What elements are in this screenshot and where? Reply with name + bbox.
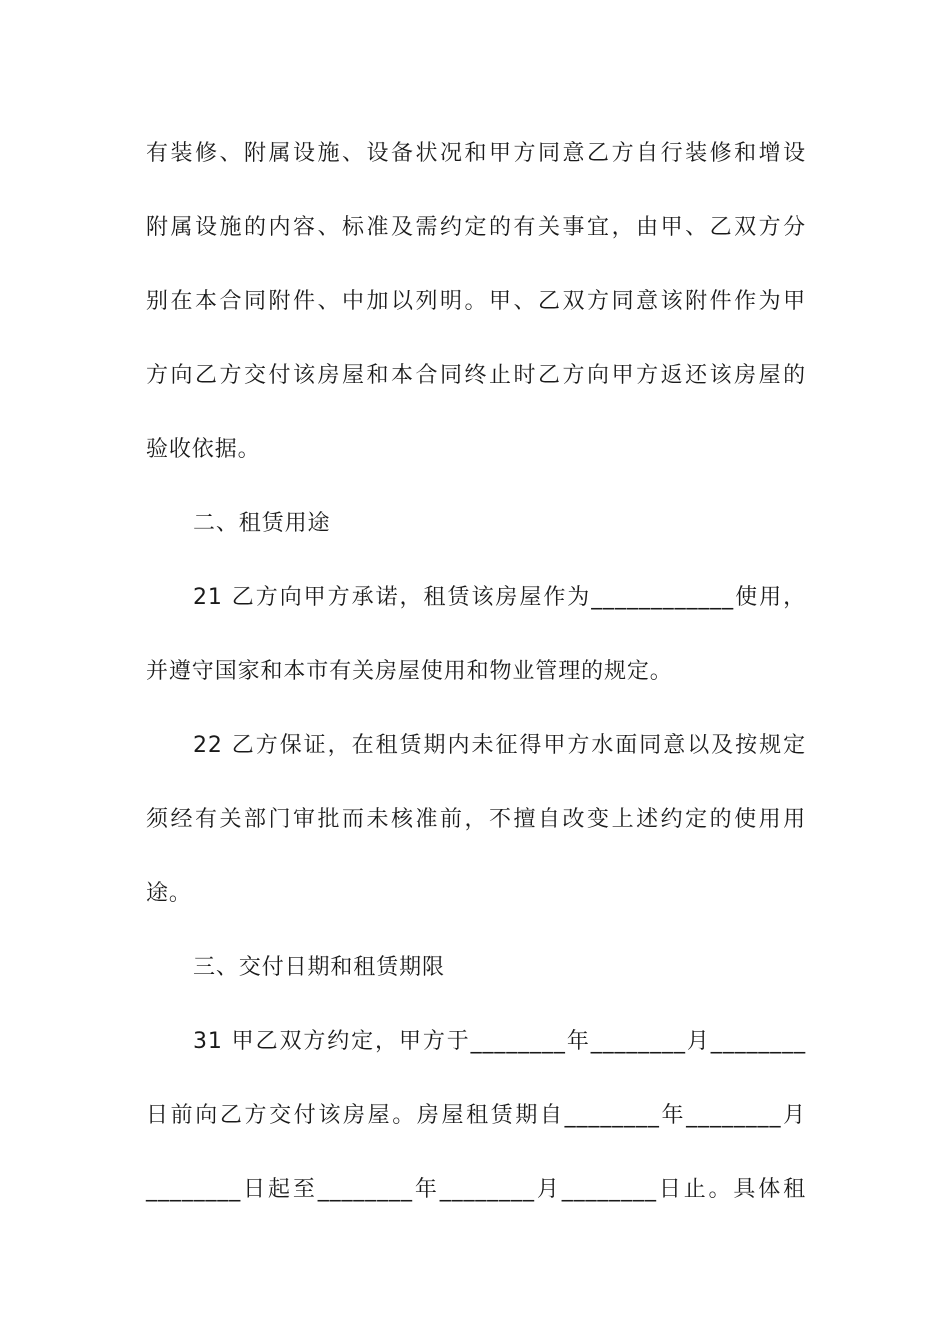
- section-heading: 二、租赁用途: [193, 511, 331, 536]
- paragraph-line: 别在本合同附件、中加以列明。甲、乙双方同意该附件作为甲: [146, 289, 806, 314]
- paragraph-line: 31 甲乙双方约定，甲方于________年________月________: [193, 1029, 806, 1054]
- paragraph-line: 须经有关部门审批而未核准前，不擅自改变上述约定的使用用: [146, 807, 806, 832]
- section-heading: 三、交付日期和租赁期限: [193, 955, 445, 980]
- paragraph-line: 有装修、附属设施、设备状况和甲方同意乙方自行装修和增设: [146, 141, 806, 166]
- paragraph-line: ________日起至________年________月________日止。具体租: [146, 1177, 806, 1202]
- paragraph-line: 验收依据。: [146, 437, 261, 462]
- paragraph-line: 21 乙方向甲方承诺，租赁该房屋作为____________使用，: [193, 585, 806, 610]
- paragraph-line: 22 乙方保证，在租赁期内未征得甲方水面同意以及按规定: [193, 733, 806, 758]
- paragraph-line: 并遵守国家和本市有关房屋使用和物业管理的规定。: [146, 659, 673, 684]
- paragraph-line: 附属设施的内容、标准及需约定的有关事宜，由甲、乙双方分: [146, 215, 806, 240]
- paragraph-line: 途。: [146, 881, 192, 906]
- paragraph-line: 日前向乙方交付该房屋。房屋租赁期自________年________月: [146, 1103, 806, 1128]
- paragraph-line: 方向乙方交付该房屋和本合同终止时乙方向甲方返还该房屋的: [146, 363, 806, 388]
